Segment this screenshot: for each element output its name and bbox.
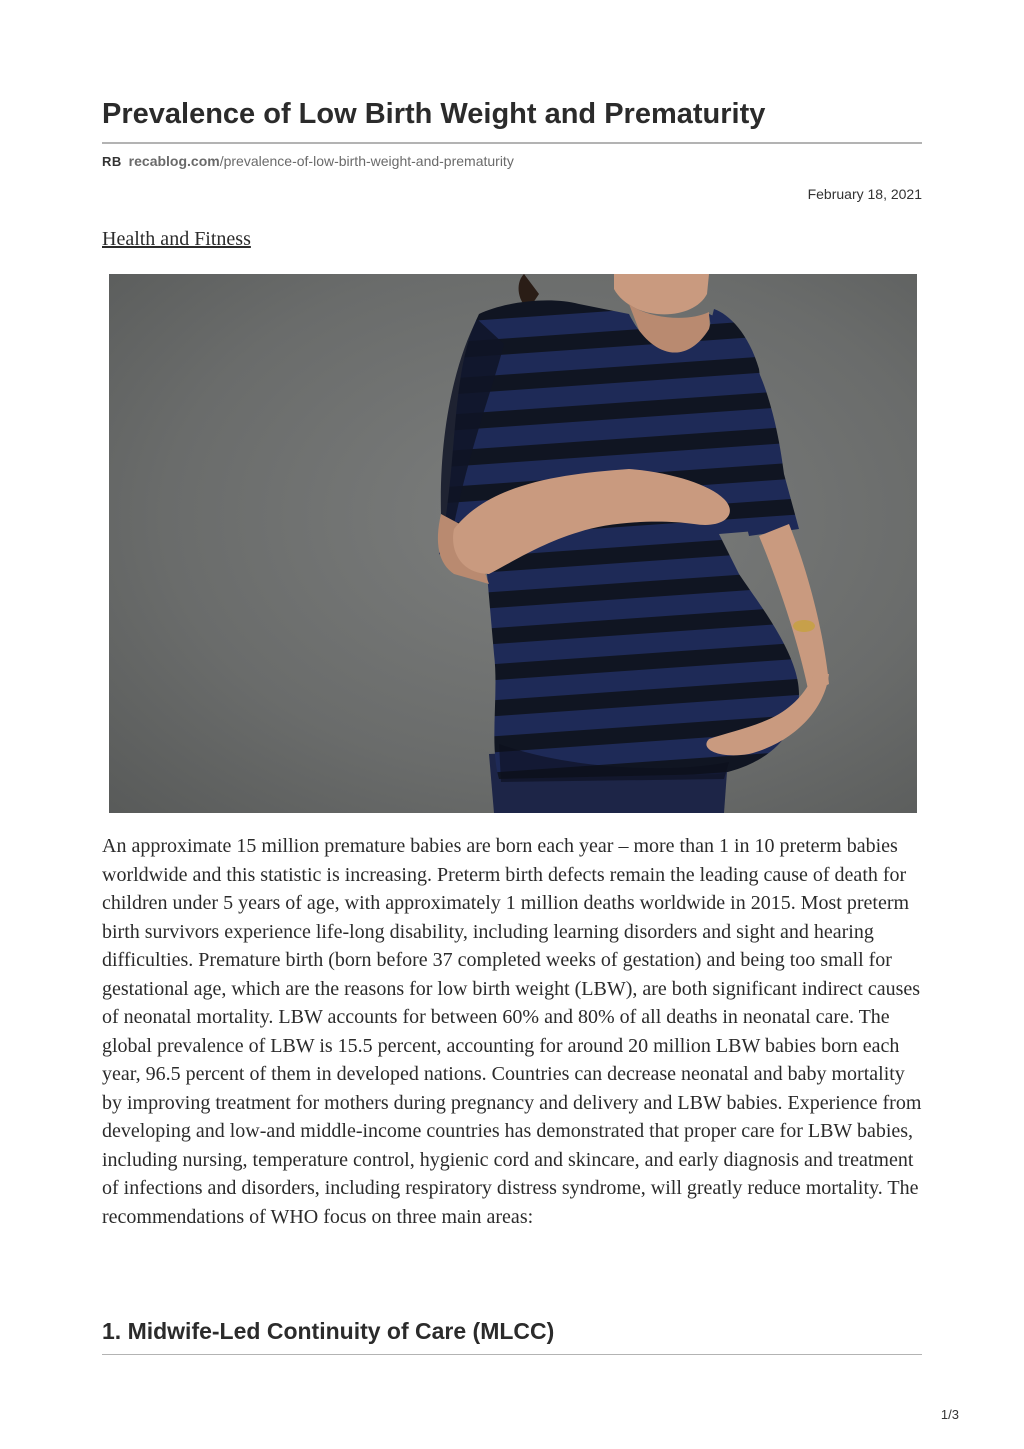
source-logo: RB bbox=[102, 154, 122, 169]
title-divider bbox=[102, 142, 922, 144]
source-path[interactable]: /prevalence-of-low-birth-weight-and-prematurity bbox=[219, 153, 514, 169]
hero-image bbox=[109, 274, 917, 813]
section-heading: 1. Midwife-Led Continuity of Care (MLCC) bbox=[102, 1318, 555, 1344]
page-number: 1/3 bbox=[940, 1407, 959, 1422]
heading-divider bbox=[102, 1354, 922, 1355]
page-title: Prevalence of Low Birth Weight and Prematurity bbox=[102, 98, 766, 130]
article-body: An approximate 15 million premature babies are born each year – more than 1 in 10 preterm babies worldwide and this statistic is increasing. Preterm birth defects remain the leading cause of death for children under 5 years of age, with approximately 1 million deaths worldwide in 2015. Most preterm birth survivors experience life-long disability, including learning disorders and sight and hearing difficulties. Premature birth (born before 37 completed weeks of gestation) and being too small for gestational age, which are the reasons for low birth weight (LBW), are both significant indirect causes of neonatal mortality. LBW accounts for between 60% and 80% of all deaths in neonatal care. The global prevalence of LBW is 15.5 percent, accounting for around 20 million LBW babies born each year, 96.5 percent of them in developed nations. Countries can decrease neonatal and baby mortality by improving treatment for mothers during pregnancy and delivery and LBW babies. Experience from developing and low-and middle-income countries has demonstrated that proper care for LBW babies, including nursing, temperature control, hygienic cord and skincare, and early diagnosis and treatment of infections and disorders, including respiratory distress syndrome, will greatly reduce mortality. The recommendations of WHO focus on three main areas: bbox=[102, 835, 922, 1228]
source-domain[interactable]: recablog.com bbox=[128, 153, 220, 169]
post-date: February 18, 2021 bbox=[807, 186, 922, 202]
source-line bbox=[102, 152, 922, 171]
category-link[interactable]: Health and Fitness bbox=[102, 228, 251, 250]
pregnant-woman-photo bbox=[109, 274, 917, 813]
